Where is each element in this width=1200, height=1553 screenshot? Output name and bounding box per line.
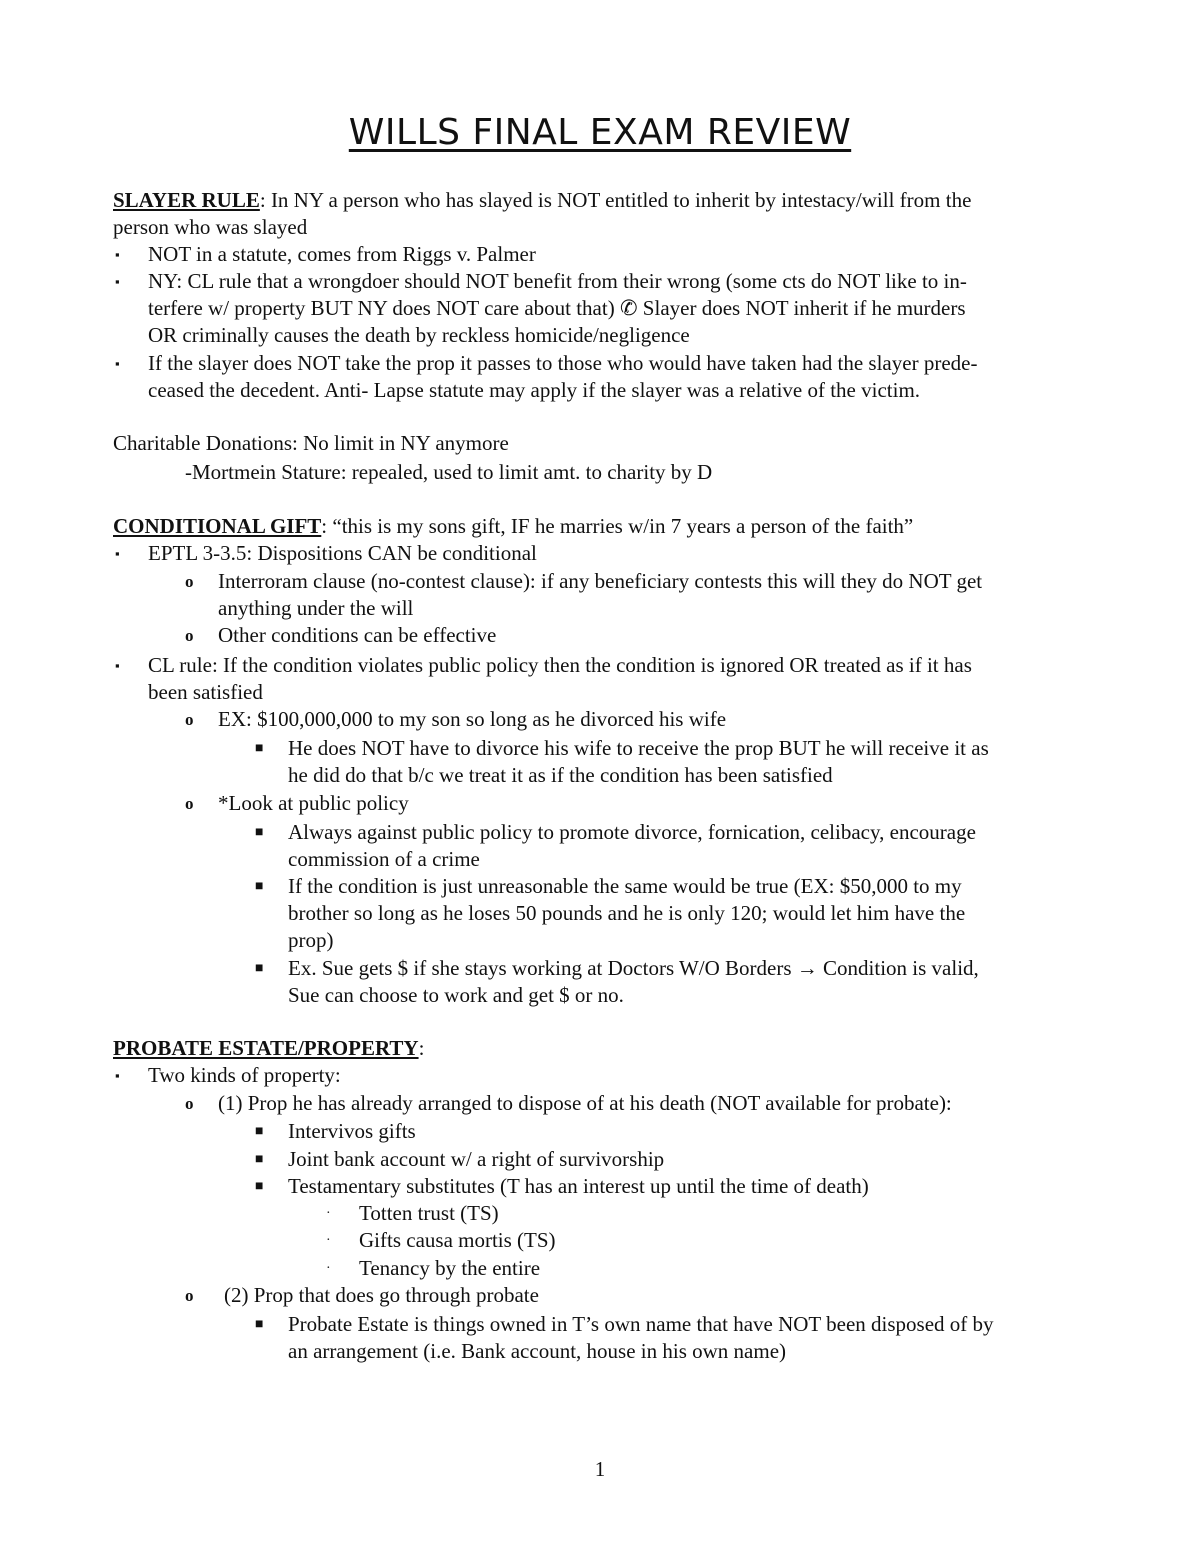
probate-bullet-1a3b: Gifts causa mortis (TS) — [359, 1228, 556, 1252]
page-number: 1 — [594, 1457, 606, 1481]
bullet-square-small: ▪ — [115, 274, 120, 289]
probate-bullet-1: Two kinds of property: — [148, 1063, 341, 1087]
bullet-dot: · — [326, 1233, 331, 1248]
bullet-dot: · — [326, 1206, 331, 1221]
conditional-intro-text: : “this is my sons gift, IF he marries w/in 7 years a person of the faith” — [321, 514, 914, 538]
bullet-square: ■ — [255, 741, 264, 756]
charity-line: Charitable Donations: No limit in NY anymore — [113, 431, 509, 455]
slayer-bullet-2-cont: OR criminally causes the death by reckless homicide/negligence — [148, 323, 690, 347]
probate-bullet-1b1-cont: an arrangement (i.e. Bank account, house in his own name) — [288, 1339, 787, 1363]
page-title: WILLS FINAL EXAM REVIEW — [348, 112, 852, 153]
bullet-square-small: ▪ — [115, 356, 120, 371]
bullet-square-small: ▪ — [115, 658, 120, 673]
bullet-circle: o — [185, 572, 194, 591]
conditional-bullet-2-cont: been satisfied — [148, 680, 263, 704]
conditional-bullet-2b: *Look at public policy — [218, 791, 409, 815]
slayer-bullet-3-cont: ceased the decedent. Anti- Lapse statute may apply if the slayer was a relative of the victim. — [148, 378, 921, 402]
conditional-bullet-2b1: Always against public policy to promote divorce, fornication, celibacy, encourage — [288, 820, 976, 844]
conditional-bullet-1b: Other conditions can be effective — [218, 623, 497, 647]
conditional-bullet-2a1-cont: he did do that b/c we treat it as if the condition has been satisfied — [288, 763, 833, 787]
conditional-bullet-1a: Interroram clause (no-contest clause): if any beneficiary contests this will they do NOT get — [218, 569, 983, 593]
conditional-bullet-2b3-cont: Sue can choose to work and get $ or no. — [288, 983, 624, 1007]
bullet-circle: o — [185, 710, 194, 729]
probate-bullet-1a3c: Tenancy by the entire — [359, 1256, 541, 1280]
conditional-heading: CONDITIONAL GIFT — [113, 514, 322, 538]
mortmein-line: -Mortmein Stature: repealed, used to limit amt. to charity by D — [185, 460, 713, 484]
bullet-circle: o — [185, 794, 194, 813]
conditional-bullet-1: EPTL 3-3.5: Dispositions CAN be conditional — [148, 541, 537, 565]
conditional-bullet-1a-cont: anything under the will — [218, 596, 414, 620]
bullet-circle: o — [185, 626, 194, 645]
conditional-bullet-2a: EX: $100,000,000 to my son so long as he divorced his wife — [218, 707, 727, 731]
probate-bullet-1b1: Probate Estate is things owned in T’s own name that have NOT been disposed of by — [288, 1312, 994, 1336]
bullet-square-small: ▪ — [115, 546, 120, 561]
bullet-square: ■ — [255, 879, 264, 894]
conditional-bullet-2b3: Ex. Sue gets $ if she stays working at Doctors W/O Borders → Condition is valid, — [288, 956, 979, 980]
bullet-square: ■ — [255, 1179, 264, 1194]
slayer-bullet-2-cont: terfere w/ property BUT NY does NOT care about that) ✆ Slayer does NOT inherit if he murders — [148, 296, 966, 320]
slayer-intro-cont: person who was slayed — [113, 215, 308, 239]
conditional-bullet-2b2-cont: brother so long as he loses 50 pounds and he is only 120; would let him have the — [288, 901, 966, 925]
bullet-square: ■ — [255, 825, 264, 840]
conditional-bullet-2b1-cont: commission of a crime — [288, 847, 480, 871]
probate-bullet-1b: (2) Prop that does go through probate — [224, 1283, 539, 1307]
probate-bullet-1a3: Testamentary substitutes (T has an interest up until the time of death) — [288, 1174, 869, 1198]
probate-heading: PROBATE ESTATE/PROPERTY — [113, 1036, 419, 1060]
conditional-intro-line — [113, 513, 913, 540]
probate-heading-line — [113, 1035, 424, 1062]
bullet-square: ■ — [255, 961, 264, 976]
bullet-square: ■ — [255, 1317, 264, 1332]
conditional-bullet-2a1: He does NOT have to divorce his wife to receive the prop BUT he will receive it as — [288, 736, 989, 760]
probate-bullet-1a3a: Totten trust (TS) — [359, 1201, 499, 1225]
probate-bullet-1a2: Joint bank account w/ a right of survivorship — [288, 1147, 665, 1171]
bullet-square: ■ — [255, 1124, 264, 1139]
bullet-dot: · — [326, 1261, 331, 1276]
conditional-bullet-2b2: If the condition is just unreasonable the same would be true (EX: $50,000 to my — [288, 874, 962, 898]
slayer-intro-line — [113, 187, 971, 214]
bullet-circle: o — [185, 1286, 194, 1305]
bullet-circle: o — [185, 1094, 194, 1113]
bullet-square-small: ▪ — [115, 1068, 120, 1083]
slayer-heading: SLAYER RULE — [113, 188, 260, 212]
bullet-square: ■ — [255, 1152, 264, 1167]
probate-bullet-1a: (1) Prop he has already arranged to dispose of at his death (NOT available for probate): — [218, 1091, 952, 1115]
probate-bullet-1a1: Intervivos gifts — [288, 1119, 416, 1143]
probate-heading-colon: : — [418, 1036, 425, 1060]
conditional-bullet-2: CL rule: If the condition violates public policy then the condition is ignored OR treated as if it has — [148, 653, 972, 677]
conditional-bullet-2b2-cont: prop) — [288, 928, 334, 952]
slayer-bullet-1: NOT in a statute, comes from Riggs v. Palmer — [148, 242, 536, 266]
slayer-bullet-3: If the slayer does NOT take the prop it passes to those who would have taken had the slayer prede- — [148, 351, 978, 375]
bullet-square-small: ▪ — [115, 247, 120, 262]
slayer-bullet-2: NY: CL rule that a wrongdoer should NOT benefit from their wrong (some cts do NOT like to in- — [148, 269, 967, 293]
slayer-intro-text: : In NY a person who has slayed is NOT entitled to inherit by intestacy/will from the — [259, 188, 972, 212]
